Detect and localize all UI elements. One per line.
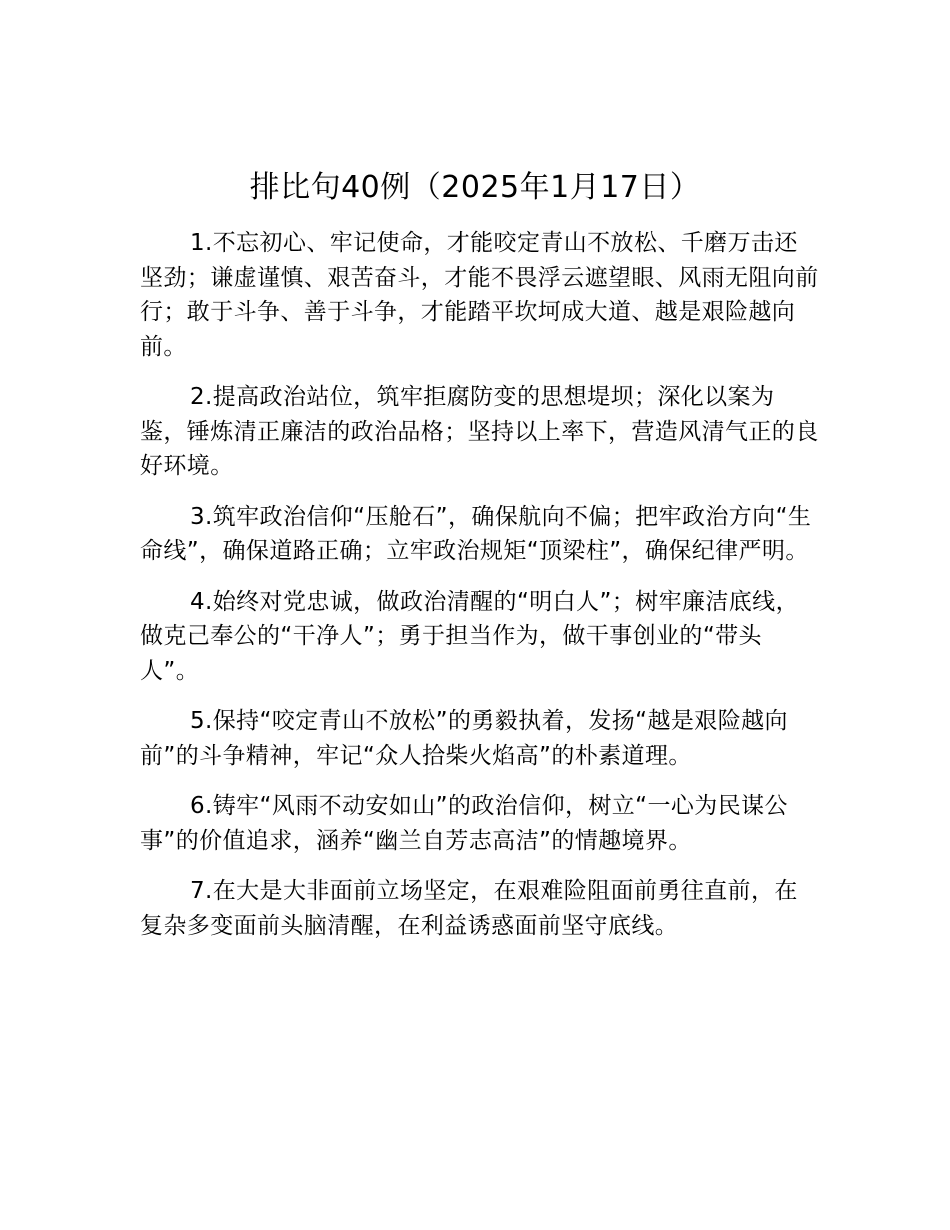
document-body bbox=[140, 226, 820, 959]
paragraph-1: 1.不忘初心、牢记使命，才能咬定青山不放松、千磨万击还坚劲；谦虚谨慎、艰苦奋斗，才能不畏浮云遮望眼、风雨无阻向前行；敢于斗争、善于斗争，才能踏平坎坷成大道、越是艰险越向前。 bbox=[140, 230, 819, 360]
paragraph-6: 6.铸牢“风雨不动安如山”的政治信仰，树立“一心为民谋公事”的价值追求，涵养“幽兰自芳志高洁”的情趣境界。 bbox=[140, 793, 788, 854]
paragraph-3: 3.筑牢政治信仰“压舱石”，确保航向不偏；把牢政治方向“生命线”，确保道路正确；立牢政治规矩“顶梁柱”，确保纪律严明。 bbox=[140, 503, 812, 564]
page-title: 排比句40例（2025年1月17日） bbox=[249, 170, 701, 205]
paragraph-7: 7.在大是大非面前立场坚定，在艰难险阻面前勇往直前，在复杂多变面前头脑清醒，在利益诱惑面前坚守底线。 bbox=[140, 878, 798, 939]
paragraph-2: 2.提高政治站位，筑牢拒腐防变的思想堤坝；深化以案为鉴，锤炼清正廉洁的政治品格；坚持以上率下，营造风清气正的良好环境。 bbox=[140, 384, 819, 479]
paragraph-4: 4.始终对党忠诚，做政治清醒的“明白人”；树牢廉洁底线，做克己奉公的“干净人”；勇于担当作为，做干事创业的“带头人”。 bbox=[140, 588, 799, 684]
paragraph-5: 5.保持“咬定青山不放松”的勇毅执着，发扬“越是艰险越向前”的斗争精神，牢记“众人拾柴火焰高”的朴素道理。 bbox=[140, 708, 788, 769]
